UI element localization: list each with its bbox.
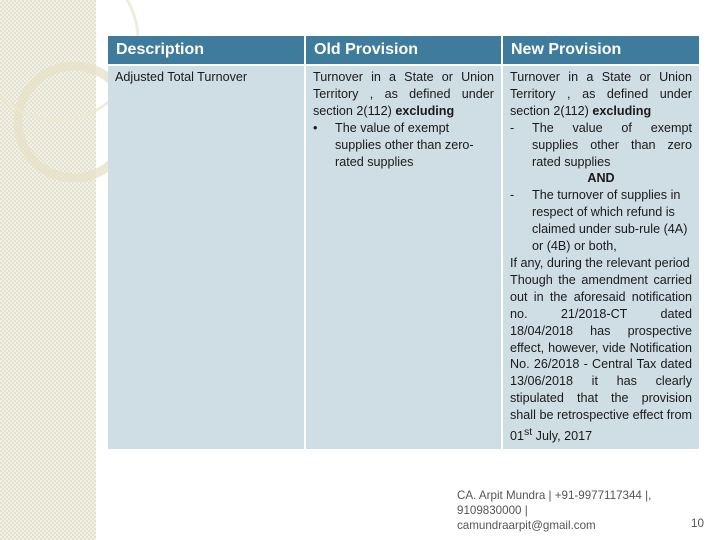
header-new-provision: New Provision (502, 36, 699, 65)
new-item-1-text: The value of exempt supplies other than zero rated supplies (532, 120, 692, 169)
old-intro: Turnover in a State or Union Territory , as defined under section 2(112) excluding (313, 70, 494, 118)
though-paragraph: Though the amendment carried out in the aforesaid notification no. 21/2018-CT dated 18/04/2018 has prospective effect, however, vide Notification No. 26/2018 - Central Tax dated 13/06/2018 it has clearly stipulated that the provision shall be retrospective effect from 01st July, 2017 (510, 272, 692, 444)
cell-description (108, 65, 305, 449)
new-item-2-text: The turnover of supplies in respect of which refund is claimed under sub-rule (4A) or (4B) or both, (532, 188, 688, 254)
if-any-text: If any, during the relevant period (510, 255, 690, 270)
description-text: Adjusted Total Turnover (115, 70, 248, 84)
dash-marker: - (510, 188, 515, 203)
header-description: Description (108, 36, 305, 65)
new-item-2 (510, 187, 692, 255)
new-intro: Turnover in a State or Union Territory , as defined under section 2(112) excluding (510, 70, 692, 118)
old-excluding: excluding (395, 103, 455, 118)
new-item-1 (510, 120, 692, 171)
footer-contact: CA. Arpit Mundra | +91-9977117344 |, 9109830000 | camundraarpit@gmail.com (457, 489, 652, 532)
ordinal-suffix: st (524, 426, 533, 439)
old-bullet-item (313, 120, 494, 171)
left-decorative-band (0, 0, 96, 540)
provisions-table (108, 36, 699, 449)
bullet-marker: • (313, 120, 318, 135)
header-old-provision: Old Provision (305, 36, 502, 65)
page-number: 10 (691, 517, 704, 530)
cell-new-provision (502, 65, 699, 449)
new-excluding: excluding (592, 103, 652, 118)
cell-old-provision (305, 65, 502, 449)
old-bullet-text: The value of exempt supplies other than zero-rated supplies (335, 120, 474, 169)
table-header-row (108, 36, 699, 65)
and-label: AND (587, 171, 615, 186)
dash-marker: - (510, 120, 515, 135)
table-row (108, 65, 699, 449)
